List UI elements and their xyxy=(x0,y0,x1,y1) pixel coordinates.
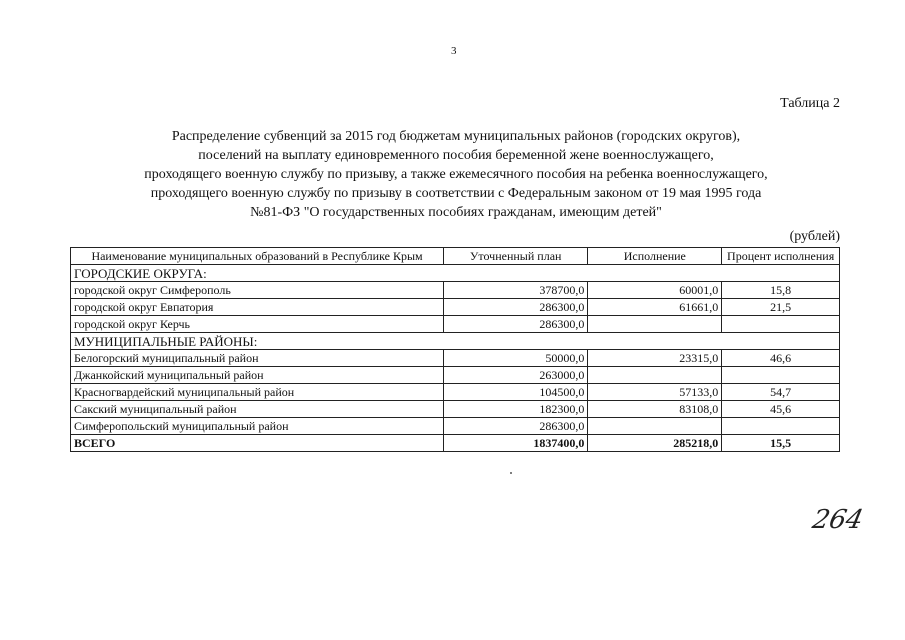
cell-execution xyxy=(588,418,722,435)
cell-percent: 46,6 xyxy=(722,350,840,367)
scan-speck xyxy=(510,472,512,474)
cell-execution: 61661,0 xyxy=(588,299,722,316)
table-row xyxy=(71,282,840,299)
cell-name: городской округ Симферополь xyxy=(71,282,444,299)
column-header-execution: Исполнение xyxy=(588,248,722,265)
cell-percent: 21,5 xyxy=(722,299,840,316)
column-header-percent: Процент исполнения xyxy=(722,248,840,265)
section-title: ГОРОДСКИЕ ОКРУГА: xyxy=(71,265,444,282)
cell-name: Белогорский муниципальный район xyxy=(71,350,444,367)
cell-percent: 45,6 xyxy=(722,401,840,418)
page-number: 3 xyxy=(451,45,457,57)
table-row xyxy=(71,384,840,401)
table-row xyxy=(71,418,840,435)
cell-execution: 285218,0 xyxy=(588,435,722,452)
heading-line: поселений на выплату единовременного пособия беременной жене военнослужащего, xyxy=(198,148,714,163)
heading-line: проходящего военную службу по призыву, а также ежемесячного пособия на ребенка военнослужащего, xyxy=(144,167,768,182)
cell-plan: 104500,0 xyxy=(444,384,588,401)
cell-plan: 1837400,0 xyxy=(444,435,588,452)
column-header-name: Наименование муниципальных образований в Республике Крым xyxy=(71,248,444,265)
cell-execution xyxy=(588,316,722,333)
table-header-row xyxy=(71,248,840,265)
cell-plan: 286300,0 xyxy=(444,418,588,435)
cell-execution: 60001,0 xyxy=(588,282,722,299)
cell-name: городской округ Евпатория xyxy=(71,299,444,316)
cell-percent xyxy=(722,367,840,384)
table-row xyxy=(71,350,840,367)
cell-percent xyxy=(722,418,840,435)
section-title: МУНИЦИПАЛЬНЫЕ РАЙОНЫ: xyxy=(71,333,444,350)
table-row xyxy=(71,401,840,418)
cell-execution: 23315,0 xyxy=(588,350,722,367)
cell-name: Красногвардейский муниципальный район xyxy=(71,384,444,401)
units-label: (рублей) xyxy=(789,229,840,244)
handwritten-page-number: 264 xyxy=(809,505,866,535)
cell-plan: 286300,0 xyxy=(444,299,588,316)
table-row xyxy=(71,367,840,384)
subsidy-table xyxy=(70,247,840,452)
cell-plan: 378700,0 xyxy=(444,282,588,299)
cell-plan: 50000,0 xyxy=(444,350,588,367)
document-heading xyxy=(80,127,832,222)
section-row-urban xyxy=(71,265,840,282)
table-row xyxy=(71,316,840,333)
cell-execution xyxy=(588,367,722,384)
cell-execution: 83108,0 xyxy=(588,401,722,418)
heading-line: проходящего военную службу по призыву в соответствии с Федеральным законом от 19 мая 1995 года xyxy=(150,186,762,201)
cell-percent: 54,7 xyxy=(722,384,840,401)
cell-execution: 57133,0 xyxy=(588,384,722,401)
total-row xyxy=(71,435,840,452)
table-row xyxy=(71,299,840,316)
cell-percent xyxy=(722,316,840,333)
column-header-plan: Уточненный план xyxy=(444,248,588,265)
cell-name: Симферопольский муниципальный район xyxy=(71,418,444,435)
cell-name: Джанкойский муниципальный район xyxy=(71,367,444,384)
cell-name: Сакский муниципальный район xyxy=(71,401,444,418)
section-row-municipal xyxy=(71,333,840,350)
cell-name: ВСЕГО xyxy=(71,435,444,452)
heading-line: №81-ФЗ "О государственных пособиях гражданам, имеющим детей" xyxy=(250,205,662,220)
table-label: Таблица 2 xyxy=(780,96,840,111)
cell-plan: 182300,0 xyxy=(444,401,588,418)
cell-percent: 15,8 xyxy=(722,282,840,299)
cell-percent: 15,5 xyxy=(722,435,840,452)
heading-line: Распределение субвенций за 2015 год бюджетам муниципальных районов (городских округов), xyxy=(171,129,741,144)
cell-plan: 263000,0 xyxy=(444,367,588,384)
cell-name: городской округ Керчь xyxy=(71,316,444,333)
cell-plan: 286300,0 xyxy=(444,316,588,333)
